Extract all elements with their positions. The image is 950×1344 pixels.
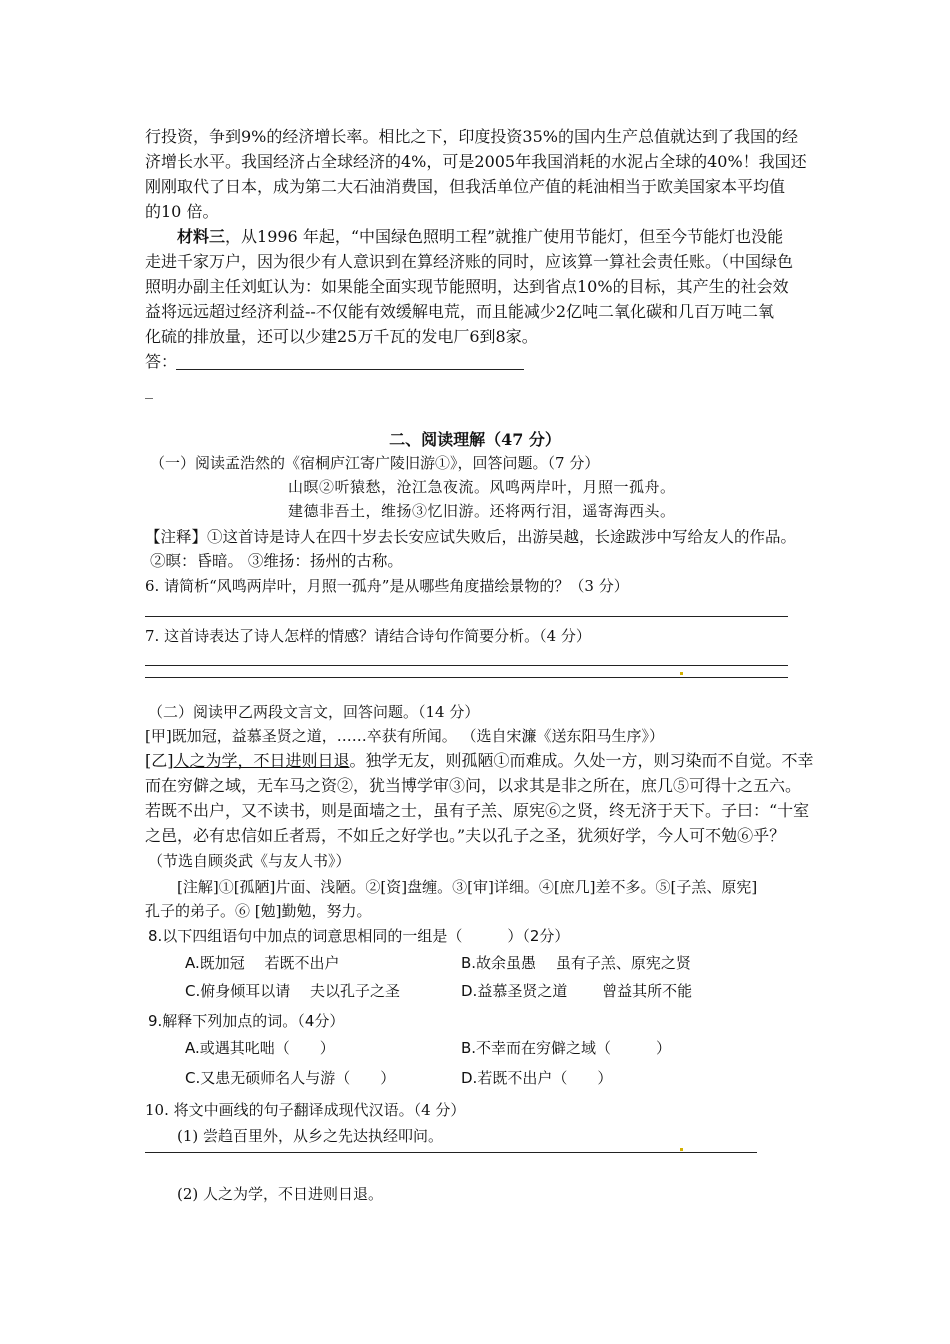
poem-note: 【注释】①这首诗是诗人在四十岁去长安应试失败后，出游吴越，长途跋涉中写给友人的作品。 [145,528,797,546]
option-c[interactable]: C.俯身倾耳以请 夫以孔子之圣 [185,982,401,1000]
question-7: 7. 这首诗表达了诗人怎样的情感？请结合诗句作简要分析。（4 分） [145,627,591,645]
passage-yi-line: 之邑，必有忠信如丘者焉，不如丘之好学也。”夫以孔子之圣，犹须好学，今人可不勉⑥乎？ [145,826,786,845]
poem-line: 建德非吾土，维扬③忆旧游。还将两行泪，遥寄海西头。 [288,502,676,520]
poem-note: ②暝：昏暗。 ③维扬：扬州的古称。 [150,552,403,570]
option-d[interactable]: D.益慕圣贤之道 曾益其所不能 [461,982,693,1000]
passage-source: （节选自顾炎武《与友人书》） [148,852,351,870]
answer-label: 答： [145,352,178,371]
passage-jia: [甲]既加冠，益慕圣贤之道，……卒获有所闻。 （选自宋濂《送东阳马生序》） [145,727,664,745]
underlined-sentence: 人之为学，不日进则日退 [173,751,350,770]
question-6: 6. 请简析“风鸣两岸叶，月照一孤舟”是从哪些角度描绘景物的？（3 分） [145,577,629,595]
option-a[interactable]: A.既加冠 若既不出户 [185,954,340,972]
material2-line: 刚刚取代了日本，成为第二大石油消费国，但我活单位产值的耗油相当于欧美国家本平均值 [145,177,786,196]
poem-line: 山暝②听猿愁，沧江急夜流。风鸣两岸叶，月照一孤舟。 [288,478,676,496]
classical-note: [注解]①[孤陋]片面、浅陋。②[资]盘缠。③[审]详细。④[庶几]差不多。⑤[子羔、原宪] [177,878,758,896]
answer-blank[interactable] [145,665,788,666]
mark-dot [680,672,683,675]
answer-blank[interactable] [145,677,788,678]
option-b[interactable]: B.故余虽愚 虽有子羔、原宪之贤 [461,954,691,972]
material2-line: 的10 倍。 [145,202,219,221]
question-9: 9.解释下列加点的词。（4分） [148,1012,345,1030]
option-d[interactable]: D.若既不出户（ ） [461,1069,613,1087]
poem-intro: （一）阅读孟浩然的《宿桐庐江寄广陵旧游①》，回答问题。（7 分） [150,454,600,472]
option-a[interactable]: A.或遇其叱咄（ ） [185,1039,335,1057]
passage-yi-line [145,751,814,771]
material2-line: 行投资，争到9%的经济增长率。相比之下，印度投资35%的国内生产总值就达到了我国的经 [145,127,798,146]
option-b[interactable]: B.不幸而在穷僻之域（ ） [461,1039,672,1057]
translate-item: (1) 尝趋百里外，从乡之先达执经叩问。 [177,1127,444,1145]
material3-line: 益将远远超过经济利益--不仅能有效缓解电荒，而且能减少2亿吨二氧化碳和几百万吨二氧 [145,302,774,321]
classical-intro: （二）阅读甲乙两段文言文，回答问题。（14 分） [148,703,480,721]
answer-blank[interactable] [145,616,788,617]
classical-note: 孔子的弟子。⑥ [勉]勤勉，努力。 [145,902,372,920]
passage-yi-line: 而在穷僻之域，无车马之资②，犹当博学审③问，以求其是非之所在，庶几⑤可得十之五六。 [145,776,802,795]
section-title: 二、阅读理解（47 分） [389,430,561,449]
answer-blank[interactable] [176,369,524,370]
material3-text: ，从1996 年起，“中国绿色照明工程”就推广使用节能灯，但至今节能灯也没能 [225,227,784,246]
question-8: 8.以下四组语句中加点的词意思相同的一组是（ ）（2分） [148,927,570,945]
material3-line: 走进千家万户，因为很少有人意识到在算经济账的同时，应该算一算社会责任账。（中国绿色 [145,252,794,271]
passage-yi-prefix: [乙] [145,751,174,770]
material2-line: 济增长水平。我国经济占全球经济的4%，可是2005年我国消耗的水泥占全球的40%！我国还 [145,152,807,171]
material3-line: 化硫的排放量，还可以少建25万千瓦的发电厂6到8家。 [145,327,538,346]
material3-label: 材料三 [177,227,226,246]
passage-yi-text: 。独学无友，则孤陋①而难成。久处一方，则习染而不自觉。不幸 [349,751,814,770]
answer-blank[interactable] [145,1152,757,1153]
passage-yi-line: 若既不出户，又不读书，则是面墙之士，虽有子羔、原宪⑥之贤，终无济于天下。子曰：“十室 [145,801,810,820]
mark-dot [680,1148,683,1151]
question-10: 10. 将文中画线的句子翻译成现代汉语。（4 分） [145,1101,466,1119]
translate-item: (2) 人之为学，不日进则日退。 [177,1185,384,1203]
stray-dash: _ [145,380,153,399]
material3-line [177,227,783,247]
material3-line: 照明办副主任刘虹认为：如果能全面实现节能照明，达到省点10%的目标，其产生的社会效 [145,277,789,296]
option-c[interactable]: C.又患无硕师名人与游（ ） [185,1069,396,1087]
